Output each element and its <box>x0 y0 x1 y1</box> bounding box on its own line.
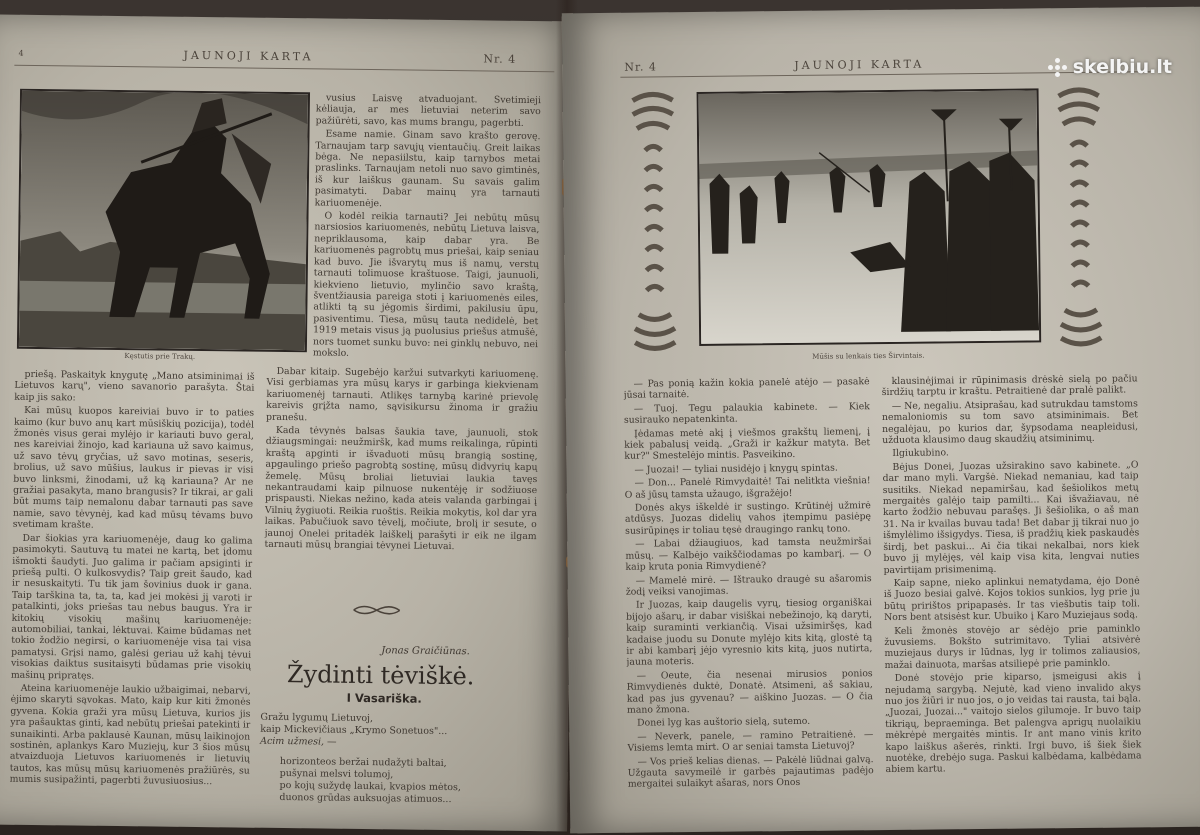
paragraph: Kada tėvynės balsas šaukia tave, jaunuoli, stok džiaugsmingai: neužmiršk, kad mums reikalinga, rūpinti kraštą apginti ir išvaduoti mūsų brangią sostinę, apgaulingo priešo pagrobtą sostinę, mūsų didvyrių kapų žemelę. Mūsų broliai lietuviai laukia tavęs nekantraudami kaip pilnuose nukentėję ir sodžiuose prispausti. Niekas nežino, kada ateis valanda garbingai į Vilnių žygiuoti. Reikia ruoštis. Reikia mokytis, kol dar yra laikas. Pabučiuok savo tėvelį, močiute, brolį ir sesute, o jaunoj Onelei pritadėk laiškelį parašyti ir eik ne ilgam tarnauti mūsų brangiai tėvynei Lietuvai. <box>264 424 538 553</box>
image-caption: Mūšis su lenkais ties Širvintais. <box>812 351 925 361</box>
paragraph: — Pas ponią kažin kokia panelė atėjo — pasakė jūsai tarnaitė. <box>623 376 870 402</box>
knight-on-horse-image <box>19 91 308 350</box>
text-column-right <box>882 373 1142 806</box>
poem-line: kaip Mickevičiaus „Krymo Sonetuos"... <box>260 723 448 738</box>
header-rule <box>14 65 554 73</box>
decorative-border-right <box>1053 86 1108 349</box>
paragraph: Dar šiokias yra kariuomenėje, daug ko galima pasimokyti. Sautuvą tu matei ne kartą, bet įdomu išmokti šaudyti. Juo galima ir pačiam apsiginti ir priešą pulti. O kulkosvydis? Taip greit šaudo, kad ir nesuskaityti. Tu tik jam šovinius duok ir gana. Taip tarškina ta, ta, ta, kad jei mokėsi jį varoti ir patalkinti, joks priešas tau nebus baugus. Yra ir kitokių visokių mašinų kariuomenėje: automobiliai, tankai, lėktuvai. Kaime būdamas net tokio žodžio negirsi, o kariuomenėje visa tai visa pamatysi. Grįsi namo, galėsi geriau už kahį tėvui visokias daiktus susitaisyti būdamas prie visokių mašinų pripratęs. <box>10 532 253 682</box>
paragraph: klausinėjimai ir rūpinimasis drėskė sielą po pačiu širdžių tarptu ir kraštu. Petraitienė dar pralė palikt. <box>881 373 1138 399</box>
poem-stanza <box>279 756 461 806</box>
paragraph: Ateina kariuomenėje laukio užbaigimai, nebarvi, ėjimo skaryti sąvokas. Mato, kaip kur kiti žmonės gyvena. Kokia graži yra mūsų Lietuva, kurios jis yra pašauktas ginti, kad nebūtų priešai patekinti ir sunaikinti. Arba paklausė Kaunan, mūsų laikinojon sostinėn, aplankys Karo Muziejų, kur 3 šios mūsų atvaizduoja Lietuvos kariuomenės ir lietuvių tautos, kas mūsų mūsų kariuomenės pražiūrės, su mumis susipažinti, pagerbti žuvusiuosius... <box>9 682 251 788</box>
left-page <box>0 14 577 831</box>
paragraph: — Labai džiaugiuos, kad tamsta neužmiršai mūsų. — Kalbėjo vaikščiodamas po kambarį. — O kaip kruta ponia Rimvydienė? <box>625 536 872 573</box>
journal-title: JAUNOJI KARTA <box>183 48 314 64</box>
poem-epigraph <box>260 712 448 750</box>
paragraph: vusius Laisvę atvaduojant. Svetimieji kėliauja, ar mes lietuviai neterim savo pažiūrėti, savo, kas mums brangu, pagerbti. <box>315 92 542 129</box>
section-ornament <box>352 603 402 618</box>
paragraph: — Neverk, panele, — ramino Petraitienė. — Visiems lemta mirt. O ar seniai tamsta Lietuvoj? <box>627 728 874 754</box>
poem-line: Acim užmesi, — <box>260 735 337 748</box>
skelbiu-watermark <box>1048 56 1172 78</box>
paragraph: Bėjus Donei, Juozas užsirakino savo kabinete. „O dar mano myli. Vargšė. Niekad nemaniau, kad taip susitiks. Niekad nepamiršau, kad šešiolikos metų mergaitės galėjo taip pamilti... Kai išvažiavau, nė karto žodžio nebuvau parašęs. Ji šešiolika, o aš man 31. Na ir kvailas buvau tada! Bet dabar jį tikrai nuo jo išmylėlimo išsigydys. Tiesa, iš pradžių kiek paskaudės širdį, bet paskui... Ai čia tikai nekalbai, nors kiek buvo jį mylėjęs, vėl kaip visa kita, lengvai nuties pavirtiįam prisimenimą. <box>882 459 1140 576</box>
paragraph: Ir Juozas, kaip daugelis vyrų, tiesiog organiškai bijojo ašarų, ir dabar visiškai nebežinojo, ką daryti, kaip suraminti verkiančią. Visai užsimiršęs, kad kadaise juodu su Donute mylėjo kits kitą, glostė tą ir abi kambarį jėjo vyresnio kits kitą, juos nutirta, jauna moteris. <box>625 597 873 669</box>
page-number: 4 <box>18 48 27 58</box>
paragraph: priešą. Paskaityk knygutę „Mano atsiminimai iš Lietuvos karų", vieno savanorio parašyta. Štai kaip jis sako: <box>14 368 255 404</box>
paragraph: Kaip sapne, nieko aplinkui nematydama, ėjo Donė iš Juozo besiai galvė. Kojos tokios sunkios, lyg prie ju būtų pririštos pripapasės. Ir tas viešbutis taip toli. Nors bent atsisėst kur. Ubuiko į Karo Muziejaus sodą. <box>883 575 1140 624</box>
poem-line: po kojų sužydę laukai, kvapios mėtos, <box>279 779 461 794</box>
poem-line: pušynai melsvi tolumoj, <box>279 767 394 781</box>
paragraph: — Tuoj. Tegu palaukia kabinete. — Kiek susirauko nepatenkinta. <box>623 400 870 426</box>
decorative-border-left <box>627 90 682 353</box>
poem-title: Žydinti tėviškė. <box>286 660 475 691</box>
paragraph: Kai mūsų kuopos kareiviai buvo ir to paties kaimo (kur buvo anų kart mūsiškių pozicija), todėl žmonės visus gerai mylėjo ir kariauti buvo geral, nes kareiviai žinojo, kad kariauna už savo kaimus, už savo tėvų gryčias, už savo motinas, seseris, brolius, už savo mūšius, laukus ir pievas ir visi buvo linksmi, žinodami, už ką kariauna? Ar ne gražiai pasakyta, mano brangusis? Ir tikrai, ar gali būt mums taip nemalonu dabar tarnauti pas save namie, savo tėvynėj, kad kad mūsų tėvams buvo svetimam krašte. <box>12 405 255 531</box>
text-column-left <box>624 376 874 809</box>
issue-number: Nr. 4 <box>624 60 658 74</box>
paragraph: Donės akys iškeldė ir sustingo. Krūtinėj užmirė atdūsys. Juozas didelių vahos įtempimu pasiėpę susirūpinęs ir toliau tęsė draugingo rankų tono. <box>624 500 872 537</box>
poem-line: horizonteos beržai nudažyti baltai, <box>279 755 447 770</box>
watermark-text: skelbiu.lt <box>1072 56 1172 78</box>
paragraph: Ilgiukubino. <box>892 447 949 460</box>
paragraph: O kodėl reikia tarnauti? Jei nebūtų mūsų narsiosios kariuomenės, nebūtų Lietuva laisva, nepriklausoma, kaip dabar yra. Be kariuomenės pagrobtų mus priešai, kaip seniau kad buvo. Jie išvarytų mus iš namų, verstų tarnauti tolimuose kraštuose. Taigi, jaunuoli, kiekvieno lietuvio, mylinčio savo kraštą, šventžiausia pareiga stoti į kariuomenės eiles, atlikti tą su jėgomis širdimi, pakilusiu ūpu, pasiventimu. Tiesa, mūsų tauta nedidelė, bet 1919 metais visus ją puolusius priešus atmušė, nors tuomet sunku buvo: nei ginklų nebuvo, nei mokslo. <box>312 210 540 359</box>
journal-title: JAUNOJI KARTA <box>794 57 925 72</box>
skelbiu-logo-icon <box>1048 58 1067 77</box>
paragraph: — Ne, negaliu. Atsiprašau, kad sutrukdau tamstoms nemaloniomis su tom savo atsiminimais. Bet negalėjau, po kurios dar, šypsodama neapleidusi, užduota klausimo daug skaudžių atsiminimų. <box>881 398 1139 447</box>
poem-line: Gražu lygumų Lietuvoj, <box>260 711 374 725</box>
text-column-right-bottom <box>264 366 539 599</box>
poem-subtitle: I Vasariška. <box>346 690 422 706</box>
image-caption: Kęstutis prie Trakų. <box>124 352 196 361</box>
paragraph: Donei lyg kas auštorio sielą, sutemo. <box>637 716 811 729</box>
paragraph: — Mamelė mirė. — Ištrauko draugė su ašaromis žodį veiksi vanojimas. <box>625 572 872 598</box>
poem-author: Jonas Graičiūnas. <box>381 645 470 658</box>
text-column-left <box>9 369 254 812</box>
paragraph: — Vos prieš kelias dienas. — Pakėlė liūdnai galvą. Užgauta savymeilė ir garbės pajautimas padėjo mergaitei sulaikyt ašaras, nors Onos <box>627 753 874 791</box>
paragraph: Esame namie. Ginam savo krašto gerovę. Tarnaujam tarp savųjų vientaučių. Greit laikas bėga. Ne nepasiilstu, kaip tarnybos metai praslinks. Tarnaujam netoli nuo savo gimtinės, iš kur laiškus gaunam. Su savais galim pasimatyti. Dabar mainų yra tarnauti kariuomenėje. <box>314 128 541 209</box>
illustration-knight <box>17 89 310 353</box>
paragraph: Dabar kitaip. Sugebėjo karžui sutvarkyti kariuomenę. Visi gerbiamas yra mūsų karys ir garbinga kiekvienam kariuomenėj tarnauti. Atlikęs tarnybą karinė prievolę kareivis grįžta namo, sąvisikursu žinoma ir gražiu pranešu. <box>266 365 539 423</box>
right-page <box>562 7 1200 834</box>
paragraph: — Oeute, čia nesenai mirusios ponios Rimvydienės duktė, Donatė. Atsimeni, aš sakiau, kad pas jus gyvenau? — aiškino Juozas. — O čia mano žmona. <box>626 667 873 716</box>
battle-scene-image <box>699 90 1040 344</box>
paragraph: Keli žmonės stovėjo ar sėdėjo prie paminklo žuvusiems. Bokšto sutrimitavo. Tyliai atsivėrė muziejaus durys ir lūdnas, lyg ir tolimos zaliausios, mažai dainuota, maršas atsiliepė prie paminklo. <box>884 622 1141 671</box>
paragraph: — Juozai! — tyliai nusidėjo į knygų spintas. <box>634 462 838 476</box>
issue-number: Nr. 4 <box>483 52 517 66</box>
paragraph: Įėdamas metė akį į viešmos grakštų liemenį, į kiek pabalusį veidą. „Graži ir kažkur matyta. Bet kur?" Smestelėjo mintis. Pasveikino. <box>624 425 871 463</box>
text-column-right-top <box>313 92 541 363</box>
illustration-battle <box>697 88 1042 346</box>
paragraph: Donė stovėjo prie kiparso, įsmeigusi akis į nejudamą sargybą. Nejutė, kad vieno invalido akys nuo jos žiūri ir nuo jos, o jo veidas tai rausta, tai bąla. „Juozai, Juozai..." vaitojo sielos gilumoje. Ir buvo taip tikriąų, bepraeminga. Bet palengva aprigų nuolaikiu mėkrėpė mergaitės mintis. Ir ant mano vinis krito kapo laiškus ašerės, rinkti. Irgi buvo, iš šiek šiek nuotėke, drebėjo suga. Paskui kalbėdama, kalbėdama abiem kartu. <box>884 670 1142 776</box>
poem-line: duonos grūdas auksuojas atimuos... <box>279 791 452 806</box>
paragraph: — Don... Panelė Rimvydaitė! Tai nelitkta viešnia! O aš jūsų tamsta užaugo, išgražėjo! <box>624 475 871 501</box>
